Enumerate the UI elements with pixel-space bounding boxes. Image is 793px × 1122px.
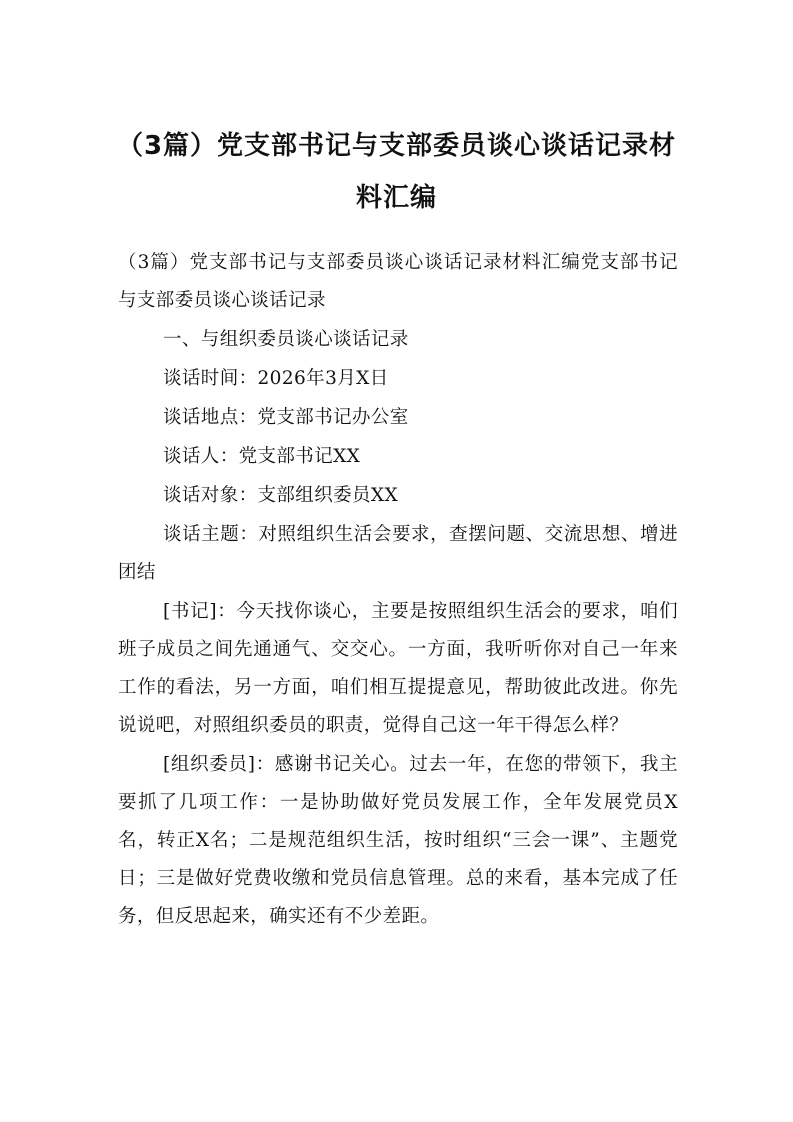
talk-time: 谈话时间：2026年3月X日 (163, 368, 389, 389)
document-body (118, 244, 678, 937)
committee-member-remark: [组织委员]：感谢书记关心。过去一年，在您的带领下，我主要抓了几项工作：一是协助做好党员发展工作，全年发展党员X名，转正X名；二是规范组织生活，按时组织“三会一课”、主题党日；三是做好党费收缴和党员信息管理。总的来看，基本完成了任务，但反思起来，确实还有不少差距。 (118, 754, 678, 927)
intro-paragraph: （3篇）党支部书记与支部委员谈心谈话记录材料汇编党支部书记与支部委员谈心谈话记录 (118, 252, 678, 311)
talk-speaker: 谈话人：党支部书记XX (163, 446, 361, 467)
document-title: （3篇）党支部书记与支部委员谈心谈话记录材料汇编 (116, 131, 677, 213)
talk-topic: 谈话主题：对照组织生活会要求，查摆问题、交流思想、增进团结 (118, 524, 678, 583)
section-heading: 一、与组织委员谈心谈话记录 (163, 329, 409, 350)
secretary-remark: [书记]：今天找你谈心，主要是按照组织生活会的要求，咱们班子成员之间先通通气、交交心。一方面，我听听你对自己一年来工作的看法，另一方面，咱们相互提提意见，帮助彼此改进。你先说说吧，对照组织委员的职责，觉得自己这一年干得怎么样？ (118, 601, 678, 736)
talk-target: 谈话对象：支部组织委员XX (163, 485, 399, 506)
talk-location: 谈话地点：党支部书记办公室 (163, 407, 409, 428)
